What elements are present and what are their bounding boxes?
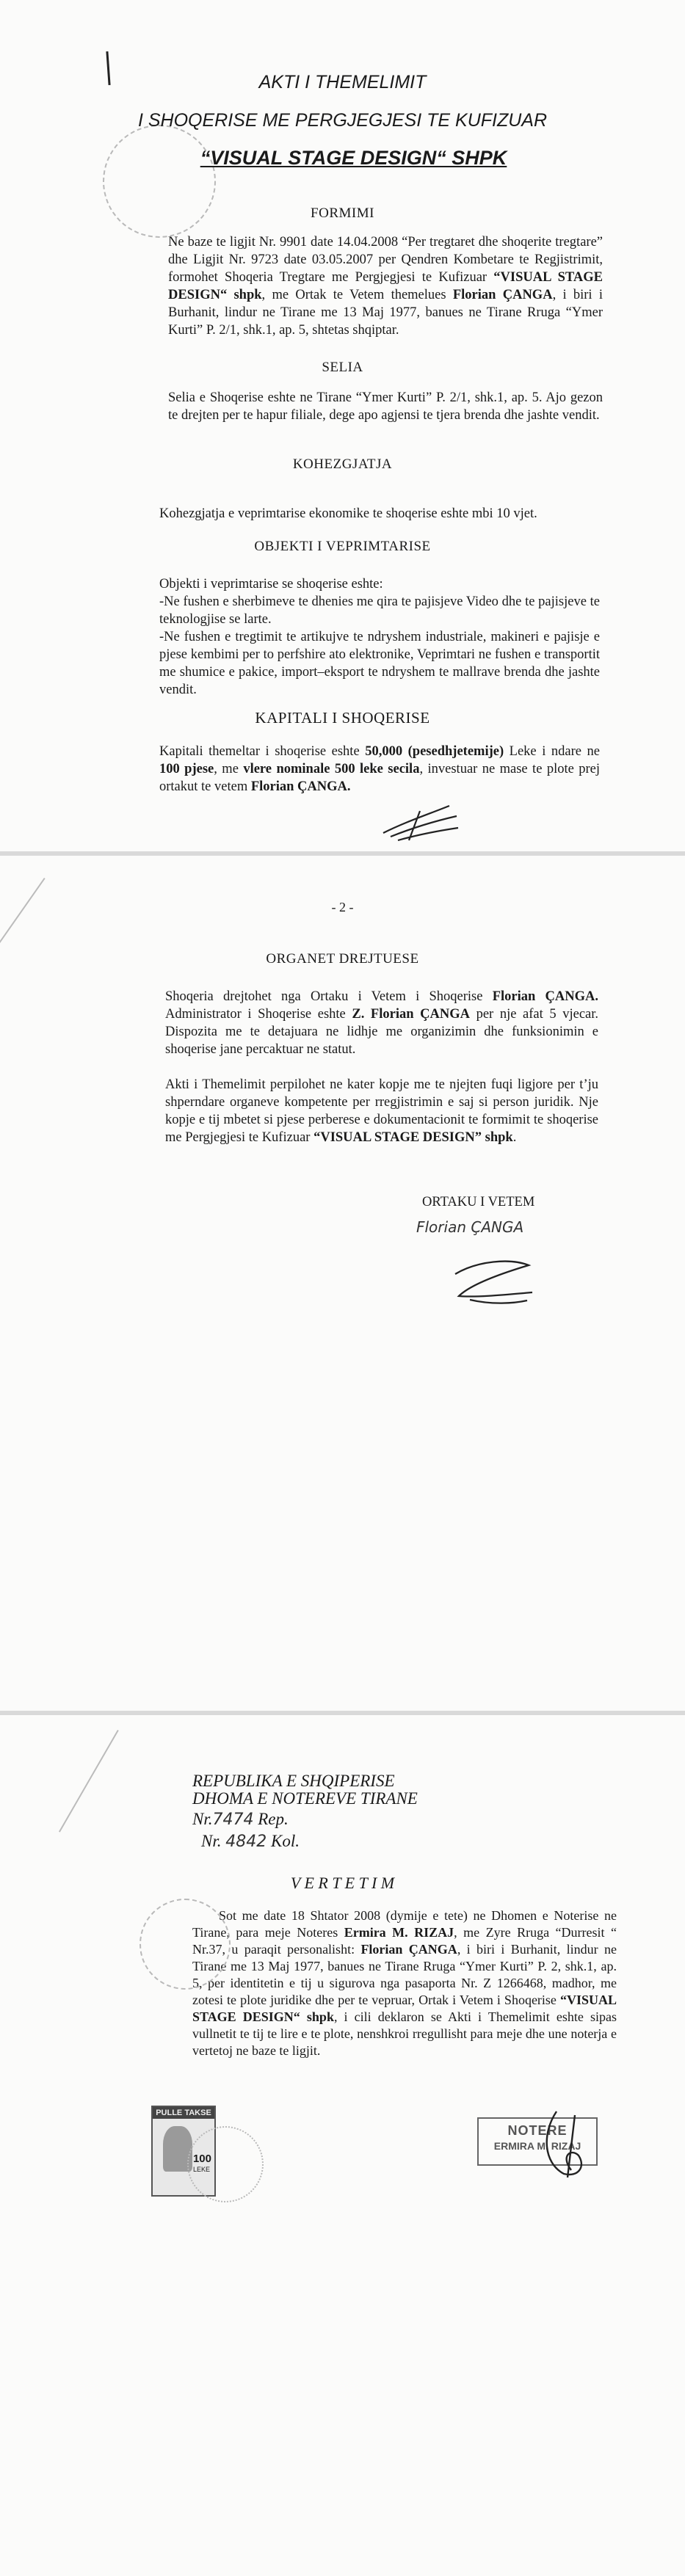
cancellation-seal [187, 2126, 264, 2202]
notary-signature [534, 2104, 601, 2185]
chamber-heading: DHOMA E NOTEREVE TIRANE [192, 1789, 418, 1808]
objekti-heading: OBJEKTI I VEPRIMTARISE [254, 539, 431, 554]
page-fold-line [0, 878, 46, 999]
ortaku-label: ORTAKU I VETEM [422, 1195, 535, 1209]
document-page-1 [0, 0, 685, 851]
tax-stamp-label: PULLE TAKSE [153, 2107, 214, 2119]
republic-heading: REPUBLIKA E SHQIPERISE [192, 1772, 395, 1790]
formimi-heading: FORMIMI [311, 205, 374, 221]
vertetim-heading: V E R T E T I M [290, 1874, 395, 1892]
selia-heading: SELIA [322, 360, 363, 375]
title-line-1: AKTI I THEMELIMIT [258, 72, 427, 92]
document-page-3 [0, 1715, 685, 2576]
kol-number: Nr. 4842 Kol. [201, 1832, 300, 1851]
document-page-2 [0, 856, 685, 1711]
vertetim-paragraph: Sot me date 18 Shtator 2008 (dymije e tete) ne Dhomen e Noterise ne Tirane, para meje Noteres Ermira M. RIZAJ, me Zyre Rruga “Durresit “ Nr.37, u paraqit personalisht: Florian ÇANGA, i biri i Burhanit, lindur ne Tirane me 13 Maj 1977, banues ne Tirane Rruga “Ymer Kurti” P. 2, shk.1, ap. 5, per identitetin e tij u sigurova nga pasaporta Nr. Z 1266468, madhor, me zotesi te plote juridike dhe per te vepruar, Ortak i Vetem i Shoqerise “VISUAL STAGE DESIGN“ shpk, i cili deklaron se Akti i Themelimit eshte sipas vullnetit te tij te lire e te plote, nenshkroi rregullisht para meje dhe une noterja e vertetoj ne baze te ligjit. [192, 1908, 617, 2058]
organet-paragraph-2: Akti i Themelimit perpilohet ne kater kopje me te njejten fuqi ligjore per t’ju shperndare organeve kompetente per rregjistrimin e saj si person juridik. Nje kopje e tij mbetet si pjese perberese e dokumentacionit te formimit te shoqerise me Pergjegjesi te Kufizuar “VISUAL STAGE DESIGN” shpk. [165, 1077, 598, 1145]
faint-seal [139, 1899, 231, 1990]
title-line-3: “VISUAL STAGE DESIGN“ SHPK [200, 147, 507, 169]
title-line-2: I SHOQERISE ME PERGJEGJESI TE KUFIZUAR [137, 110, 548, 131]
handwritten-name: Florian ÇANGA [416, 1218, 524, 1236]
notary-stamp-line-2: ERMIRA M. RIZAJ [493, 2140, 581, 2152]
organet-heading: ORGANET DREJTUESE [266, 951, 419, 967]
objekti-item-1: -Ne fushen e sherbimeve te dhenies me qira te pajisjeve Video dhe te pajisjeve te teknologjise se larte. [159, 594, 600, 627]
objekti-intro: Objekti i veprimtarise se shoqerise eshte: [159, 577, 383, 592]
signature-page-2 [441, 1252, 543, 1311]
kohezgjatja-paragraph: Kohezgjatja e veprimtarise ekonomike te shoqerise eshte mbi 10 vjet. [159, 506, 537, 521]
organet-paragraph-1: Shoqeria drejtohet nga Ortaku i Vetem i Shoqerise Florian ÇANGA. Administrator i Shoqerise eshte Z. Florian ÇANGA per nje afat 5 vjecar. Dispozita me te detajuara ne lidhje me organizimin dhe funksionimin e shoqerise jane percaktuar ne statut. [165, 989, 599, 1057]
kohezgjatja-heading: KOHEZGJATJA [292, 456, 393, 472]
selia-paragraph: Selia e Shoqerise eshte ne Tirane “Ymer Kurti” P. 2/1, shk.1, ap. 5. Ajo gezon te drejten per te hapur filiale, dege apo agjensi te tjera brenda dhe jashte vendit. [168, 390, 603, 423]
rep-number: Nr.7474 Rep. [192, 1810, 289, 1829]
signature-page-1 [376, 800, 464, 844]
kapitali-heading: KAPITALI I SHOQERISE [255, 709, 430, 727]
page-number: - 2 - [331, 900, 354, 914]
tax-stamp-currency: LEKE [192, 2166, 210, 2173]
objekti-item-2: -Ne fushen e tregtimit te artikujve te ndryshem industriale, makineri e pajisje e pjese kembimi per to perfshire ato elektronike, Veprimtari ne fushen e transportit me shumice e pakice, import–eksport te ndryshem te mallrave brenda dhe jashte vendit. [159, 630, 600, 697]
notary-stamp-line-1: NOTERE [507, 2123, 568, 2138]
kapitali-paragraph: Kapitali themeltar i shoqerise eshte 50,000 (pesedhjetemije) Leke i ndare ne 100 pjese, me vlere nominale 500 leke secila, investuar ne mase te plote prej ortakut te vetem Florian ÇANGA. [159, 744, 601, 794]
tax-stamp-value: 100 [192, 2153, 211, 2165]
formimi-paragraph: Ne baze te ligjit Nr. 9901 date 14.04.2008 “Per tregtaret dhe shoqerite tregtare” dhe Ligjit Nr. 9723 date 03.05.2007 per Qendren Kombetare te Regjistrimit, formohet Shoqeria Tregtare me Pergjegjesi te Kufizuar “VISUAL STAGE DESIGN“ shpk, me Ortak te Vetem themelues Florian ÇANGA, i biri i Burhanit, lindur ne Tirane me 13 Maj 1977, banues ne Tirane Rruga “Ymer Kurti” P. 2/1, shk.1, ap. 5, shtetas shqiptar. [168, 235, 603, 338]
page-fold-line [59, 1730, 119, 1833]
